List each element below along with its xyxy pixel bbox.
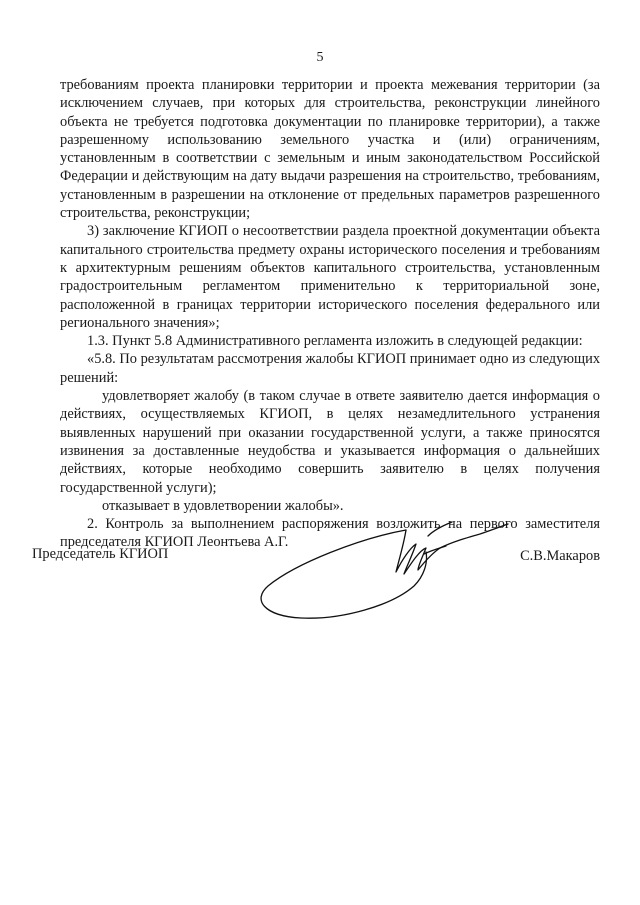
document-body [60,76,600,552]
signatory-name: С.В.Макаров [520,548,600,564]
paragraph-clause-1-3: 1.3. Пункт 5.8 Административного регламента изложить в следующей редакции: [87,333,583,350]
paragraph-clause-5-8: «5.8. По результатам рассмотрения жалобы КГИОП принимает одно из следующих решений: [60,351,601,386]
signatory-title: Председатель КГИОП [32,546,169,562]
paragraph-control: 2. Контроль за выполнением распоряжения возложить на первого заместителя председателя КГИОП Леонтьева А.Г. [60,516,600,551]
paragraph-rejects-complaint: отказывает в удовлетворении жалобы». [102,497,344,514]
paragraph-item-3: 3) заключение КГИОП о несоответствии раздела проектной документации объекта капитального строительства предмету охраны исторического поселения и требованиям к архитектурным решениям объектов капитального строительства, установленным градостроительным регламентом применительно к территориальной зоне, расположенной в границах территории исторического поселения федерального или регионального значения»; [60,223,600,331]
paragraph-satisfies-complaint: удовлетворяет жалобу (в таком случае в ответе заявителю дается информация о действиях, осуществляемых КГИОП, в целях незамедлительного устранения выявленных нарушений при оказании государственной услуги, а также приносятся извинения за доставленные неудобства и указывается информация о дальнейших действиях, которые необходимо совершить заявителю в целях получения государственной услуги); [60,388,600,496]
handwritten-signature [256,508,516,623]
page-number: 5 [316,50,324,65]
paragraph-continuation: требованиям проекта планировки территории и проекта межевания территории (за исключением случаев, при которых для строительства, реконструкции линейного объекта не требуется подготовка документации по планировке территории), а также разрешенному использованию земельного участка и (или) ограничениям, установленным в соответствии с земельным и иным законодательством Российской Федерации и действующим на дату выдачи разрешения на строительство, требованиям, установленным в разрешении на отклонение от предельных параметров разрешенного строительства, реконструкции; [60,77,600,222]
